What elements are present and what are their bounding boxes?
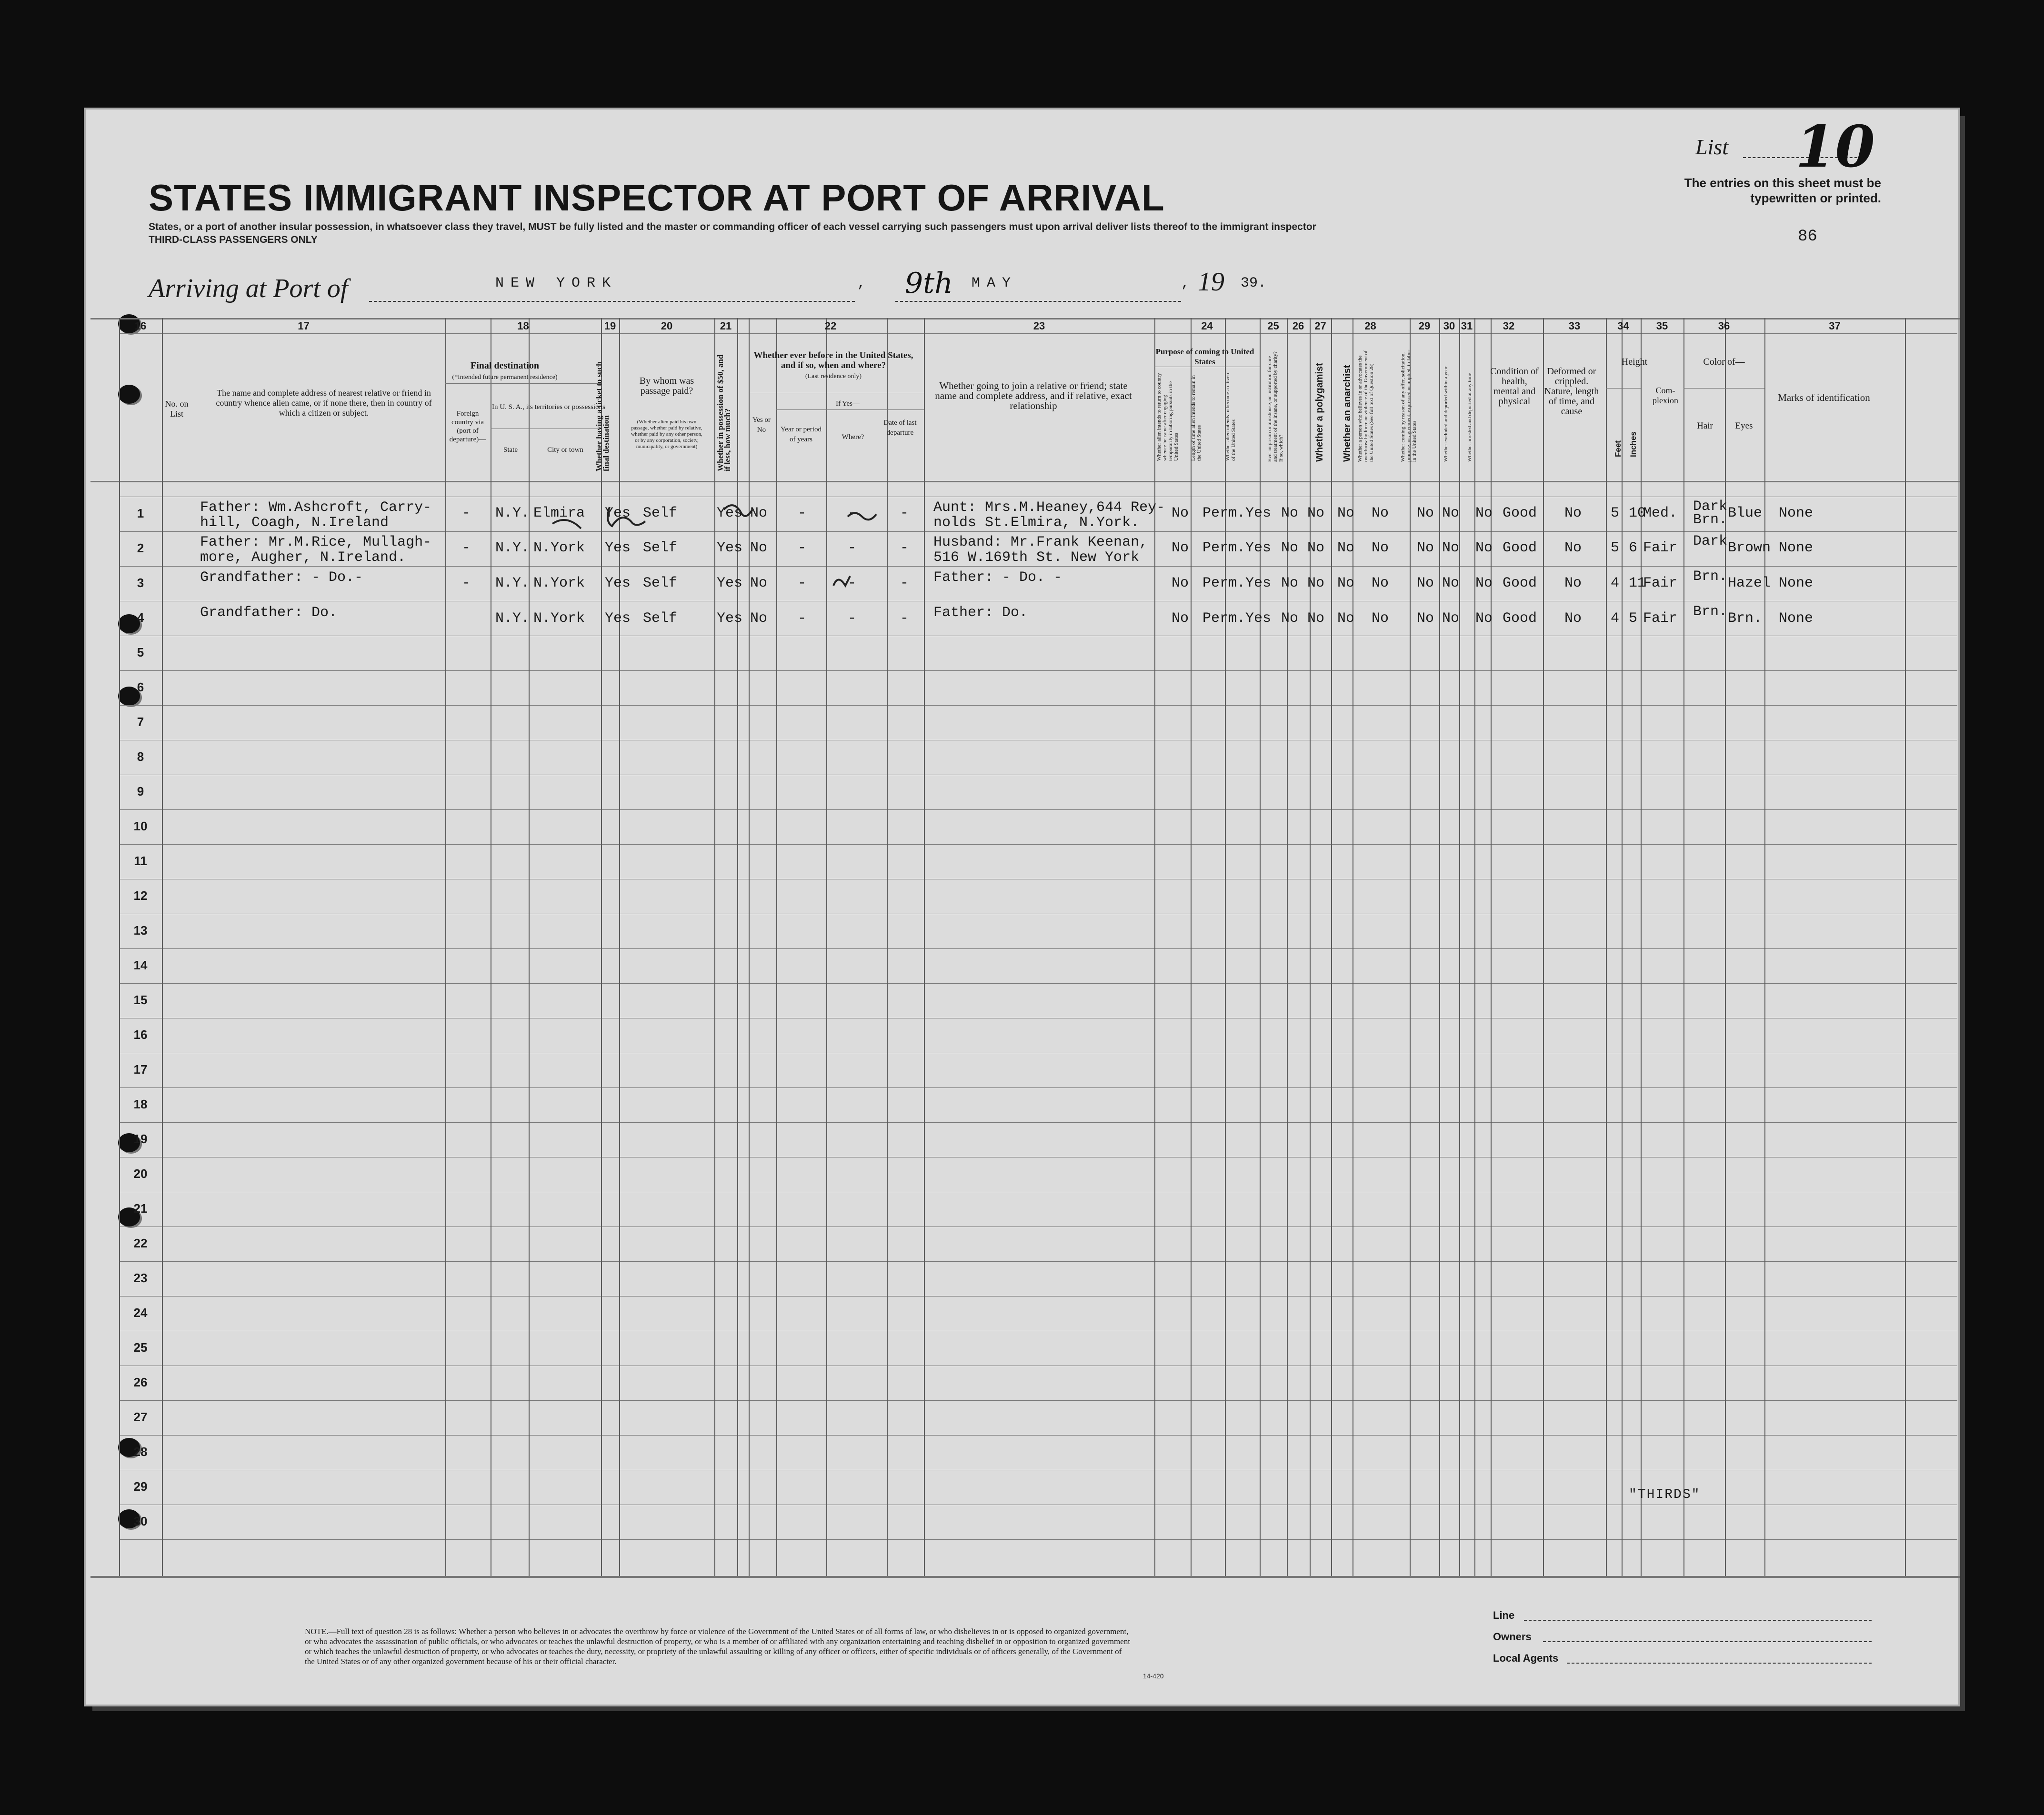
cell-complexion: Fair bbox=[1643, 540, 1678, 556]
cell-anarchist: No bbox=[1337, 610, 1355, 627]
row-number: 17 bbox=[133, 1062, 148, 1077]
cell-state: N.Y. bbox=[495, 575, 530, 591]
cell-citizen: Yes bbox=[1245, 540, 1272, 556]
row-number: 14 bbox=[133, 958, 148, 972]
cell-prison: No bbox=[1281, 505, 1299, 521]
cell-before: No bbox=[750, 575, 768, 591]
cell-where: - bbox=[848, 575, 857, 591]
subheader-rule bbox=[776, 409, 924, 410]
cell-q28: No bbox=[1372, 540, 1389, 556]
cell-years: - bbox=[798, 610, 807, 627]
cell-hair-l1: Brn. bbox=[1693, 568, 1728, 585]
cell-join-l2: nolds St.Elmira, N.York. bbox=[933, 515, 1140, 531]
cell-state: N.Y. bbox=[495, 610, 530, 627]
column-number: 27 bbox=[1314, 320, 1326, 332]
cell-polygamist: No bbox=[1307, 505, 1325, 521]
cell-marks: None bbox=[1779, 575, 1814, 591]
row-number: 24 bbox=[133, 1306, 148, 1320]
line-label: Line bbox=[1493, 1609, 1515, 1621]
cell-return: No bbox=[1172, 575, 1189, 591]
col33-header: Deformed or crippled. Nature, length of time, and cause bbox=[1544, 366, 1599, 417]
cell-citizen: Yes bbox=[1245, 575, 1272, 591]
cell-where: - bbox=[848, 540, 857, 556]
cell-anarchist: No bbox=[1337, 505, 1355, 521]
cell-polygamist: No bbox=[1307, 575, 1325, 591]
owners-underline bbox=[1543, 1641, 1872, 1642]
cell-citizen: Yes bbox=[1245, 505, 1272, 521]
subheader-rule bbox=[445, 383, 601, 384]
col31-header: Whether arrested and deported at any time bbox=[1467, 373, 1473, 462]
row-rule bbox=[119, 948, 1957, 949]
cell-length: Perm. bbox=[1202, 575, 1246, 591]
column-number: 23 bbox=[1033, 320, 1045, 332]
row-number: 7 bbox=[137, 715, 144, 729]
row-number: 6 bbox=[137, 680, 144, 694]
cell-deformed: No bbox=[1564, 540, 1582, 556]
cell-citizen: Yes bbox=[1245, 610, 1272, 627]
row-number: 18 bbox=[133, 1097, 148, 1111]
col18-state: State bbox=[503, 446, 518, 454]
row-number: 3 bbox=[137, 576, 144, 590]
cell-ticket: Yes bbox=[605, 575, 631, 591]
col17-header: The name and complete address of nearest relative or friend in country whence alien came, or if none there, then in country of which a citizen or subject. bbox=[216, 388, 432, 418]
cell-money: Yes bbox=[717, 540, 743, 556]
row-number: 13 bbox=[133, 923, 148, 937]
row-rule bbox=[119, 1261, 1957, 1262]
cell-ticket: Yes bbox=[605, 610, 631, 627]
column-number: 17 bbox=[298, 320, 310, 332]
cell-feet: 5 bbox=[1611, 505, 1620, 521]
column-number: 36 bbox=[1718, 320, 1730, 332]
cell-state: N.Y. bbox=[495, 540, 530, 556]
cell-complexion: Med. bbox=[1643, 505, 1678, 521]
col28-header: Whether a person who believes in or advocates the overthrow by force or violence of the Government of the United States (See full text of Question 28) bbox=[1357, 350, 1374, 462]
row-rule bbox=[119, 566, 1957, 567]
col18-city: City or town bbox=[547, 446, 583, 454]
cell-feet: 5 bbox=[1611, 540, 1620, 556]
row-rule bbox=[119, 1087, 1957, 1088]
cell-city: N.York bbox=[533, 610, 585, 627]
column-rule bbox=[924, 318, 925, 1576]
col22-where: Where? bbox=[842, 433, 864, 441]
row-number: 10 bbox=[133, 819, 148, 833]
cell-feet: 4 bbox=[1611, 575, 1620, 591]
cell-anarchist: No bbox=[1337, 540, 1355, 556]
column-number: 34 bbox=[1617, 320, 1629, 332]
col16-header: No. on List bbox=[165, 399, 189, 419]
col37-header: Marks of identification bbox=[1778, 392, 1870, 403]
row-number: 25 bbox=[133, 1340, 148, 1355]
list-label: List bbox=[1695, 135, 1729, 159]
question-28-note: NOTE.—Full text of question 28 is as follows: Whether a person who believes in or advocates the overthrow by force or violence of the Government of the United States or of all forms of law, or who disbelieves in or is opposed to organized government, or who advocates the assassination of public officials, or who advocates or teaches the unlawful destruction of property, or who is a member of or affiliated with any organization entertaining and teaching disbelief in or opposition to organized government or which teaches the unlawful destruction of property, or who advocates or teaches the duty, necessity, or propriety of the unlawful assaulting or killing of any officer or officers, either of specific individuals or of officers generally, of the Government of the United States or of any other organized government because of his or their official character. bbox=[305, 1627, 1131, 1666]
cell-complexion: Fair bbox=[1643, 610, 1678, 627]
cell-where: - bbox=[848, 505, 857, 521]
list-number: 10 bbox=[1795, 113, 1875, 180]
cell-prison: No bbox=[1281, 610, 1299, 627]
owners-label: Owners bbox=[1493, 1631, 1532, 1643]
cell-anarchist: No bbox=[1337, 575, 1355, 591]
column-number: 20 bbox=[661, 320, 673, 332]
col25-header: Ever in prison or almshouse, or institution for care and treatment of the insane, or supported by charity? If so, which? bbox=[1267, 351, 1284, 462]
cell-before: No bbox=[750, 540, 768, 556]
column-number: 21 bbox=[720, 320, 732, 332]
col24c-header: Whether alien intends to become a citizen of the United States bbox=[1225, 373, 1236, 461]
arrival-month: MAY bbox=[972, 275, 1018, 291]
cell-deported: No bbox=[1475, 610, 1493, 627]
col20-header: By whom was passage paid? bbox=[639, 376, 694, 396]
col27-header: Whether an anarchist bbox=[1342, 365, 1353, 462]
handwritten-marks bbox=[548, 495, 905, 628]
cell-prison: No bbox=[1281, 540, 1299, 556]
col35-header: Com-plexion bbox=[1653, 386, 1678, 405]
agents-underline bbox=[1567, 1663, 1872, 1664]
col18-foreign: Foreign country via (port of departure)— bbox=[449, 410, 486, 443]
cell-inches: 5 bbox=[1629, 610, 1638, 627]
col34-feet: Feet bbox=[1613, 440, 1623, 457]
cell-return: No bbox=[1172, 610, 1189, 627]
subheader-rule bbox=[1606, 388, 1641, 389]
manifest-sheet bbox=[86, 110, 1958, 1705]
col22-date: Date of last departure bbox=[883, 419, 917, 437]
port-name: NEW YORK bbox=[495, 275, 618, 291]
cell-offer: No bbox=[1417, 610, 1434, 627]
cell-deported: No bbox=[1475, 575, 1493, 591]
cell-q28: No bbox=[1372, 505, 1389, 521]
col34-inches: Inches bbox=[1629, 431, 1638, 457]
column-number: 35 bbox=[1656, 320, 1668, 332]
col32-header: Condition of health, mental and physical bbox=[1490, 366, 1539, 407]
cell-length: Perm. bbox=[1202, 540, 1246, 556]
col36-eyes: Eyes bbox=[1735, 421, 1753, 431]
col18-sub: (*Intended future permanent residence) bbox=[452, 374, 558, 381]
cell-years: - bbox=[798, 575, 807, 591]
row-number: 11 bbox=[134, 854, 147, 868]
cell-inches: 11 bbox=[1629, 575, 1646, 591]
cell-relative-l2: hill, Coagh, N.Ireland bbox=[200, 515, 389, 531]
column-rule bbox=[1606, 318, 1607, 1576]
local-agents-label: Local Agents bbox=[1493, 1652, 1559, 1664]
row-number: 8 bbox=[137, 749, 144, 764]
arriving-label: Arriving at Port of bbox=[149, 274, 348, 303]
row-number: 20 bbox=[133, 1167, 148, 1181]
column-rule bbox=[1459, 318, 1460, 1576]
column-rule bbox=[162, 318, 163, 1576]
col22-header: Whether ever before in the United States, and if so, when and where? bbox=[753, 350, 913, 370]
col30-header: Whether excluded and deported within a year bbox=[1443, 366, 1449, 462]
arrival-day: 9th bbox=[905, 267, 953, 300]
cell-excluded: No bbox=[1442, 610, 1460, 627]
cell-polygamist: No bbox=[1307, 610, 1325, 627]
cell-city: N.York bbox=[533, 540, 585, 556]
row-number: 1 bbox=[137, 506, 144, 520]
cell-health: Good bbox=[1503, 505, 1537, 521]
column-rule bbox=[1410, 318, 1411, 1576]
cell-offer: No bbox=[1417, 575, 1434, 591]
form-subtitle: States, or a port of another insular possession, in whatsoever class they travel, MUST be fully listed and the master or commanding officer of each vessel carrying such passengers must upon arrival deliver lists thereof to the immigrant inspector bbox=[149, 221, 1316, 232]
cell-marks: None bbox=[1779, 610, 1814, 627]
row-number: 27 bbox=[133, 1410, 148, 1424]
year-prefix: 19 bbox=[1198, 267, 1224, 297]
column-number: 18 bbox=[517, 320, 529, 332]
col22-sub: (Last residence only) bbox=[805, 373, 862, 380]
row-number: 30 bbox=[133, 1514, 148, 1528]
column-rule bbox=[1683, 318, 1684, 1576]
port-underline bbox=[369, 301, 855, 302]
date-underline bbox=[895, 301, 1181, 302]
class-line: THIRD-CLASS PASSENGERS ONLY bbox=[149, 234, 318, 245]
cell-inches: 10 bbox=[1629, 505, 1646, 521]
column-number: 22 bbox=[824, 320, 837, 332]
cell-paid-by: Self bbox=[643, 575, 678, 591]
cell-paid-by: Self bbox=[643, 610, 678, 627]
cell-years: - bbox=[798, 540, 807, 556]
cell-eyes: Brn. bbox=[1728, 610, 1763, 627]
cell-before: No bbox=[750, 505, 768, 521]
column-number: 19 bbox=[604, 320, 616, 332]
cell-offer: No bbox=[1417, 540, 1434, 556]
row-rule bbox=[119, 1400, 1957, 1401]
cell-join-l2: 516 W.169th St. New York bbox=[933, 549, 1140, 566]
col36-header: Color of— bbox=[1703, 357, 1745, 367]
row-rule bbox=[119, 1122, 1957, 1123]
cell-where: - bbox=[848, 610, 857, 627]
cell-hair-l2: Brn. bbox=[1693, 512, 1728, 528]
row-number: 15 bbox=[133, 993, 148, 1007]
cell-before: No bbox=[750, 610, 768, 627]
cell-excluded: No bbox=[1442, 540, 1460, 556]
cell-date: - bbox=[900, 540, 909, 556]
column-number: 24 bbox=[1201, 320, 1213, 332]
cell-return: No bbox=[1172, 540, 1189, 556]
column-number: 28 bbox=[1364, 320, 1376, 332]
cell-relative-l2: more, Augher, N.Ireland. bbox=[200, 549, 406, 566]
cell-eyes: Blue bbox=[1728, 505, 1763, 521]
cell-complexion: Fair bbox=[1643, 575, 1678, 591]
column-number: 29 bbox=[1418, 320, 1431, 332]
cell-ticket: Yes bbox=[605, 505, 631, 521]
row-rule bbox=[119, 1435, 1957, 1436]
form-title: STATES IMMIGRANT INSPECTOR AT PORT OF ARRIVAL bbox=[149, 177, 1165, 219]
cell-deformed: No bbox=[1564, 610, 1582, 627]
column-number: 37 bbox=[1829, 320, 1841, 332]
col18-header: Final destination bbox=[471, 360, 539, 371]
cell-deformed: No bbox=[1564, 575, 1582, 591]
year-suffix: 39. bbox=[1241, 275, 1267, 291]
col23-header: Whether going to join a relative or friend; state name and complete address, and if relative, exact relationship bbox=[935, 380, 1132, 411]
cell-money: Yes bbox=[717, 610, 743, 627]
col24-header: Purpose of coming to United States bbox=[1155, 347, 1254, 366]
page-number: 86 bbox=[1798, 228, 1817, 246]
cell-state: N.Y. bbox=[495, 505, 530, 521]
cell-length: Perm. bbox=[1202, 610, 1246, 627]
cell-q28: No bbox=[1372, 610, 1389, 627]
table-bottom-rule bbox=[90, 1576, 1960, 1578]
row-rule bbox=[119, 705, 1957, 706]
row-number: 29 bbox=[133, 1479, 148, 1494]
column-rule bbox=[1543, 318, 1544, 1576]
class-stamp: "THIRDS" bbox=[1629, 1487, 1701, 1502]
row-rule bbox=[119, 809, 1957, 810]
row-rule bbox=[119, 844, 1957, 845]
cell-money: Yes bbox=[717, 575, 743, 591]
row-number: 21 bbox=[133, 1201, 148, 1216]
cell-inches: 6 bbox=[1629, 540, 1638, 556]
column-number: 26 bbox=[1292, 320, 1304, 332]
cell-deformed: No bbox=[1564, 505, 1582, 521]
cell-deported: No bbox=[1475, 540, 1493, 556]
cell-paid-by: Self bbox=[643, 505, 678, 521]
cell-polygamist: No bbox=[1307, 540, 1325, 556]
row-number: 12 bbox=[133, 888, 148, 903]
cell-eyes: Brown bbox=[1728, 540, 1771, 556]
column-number-rule bbox=[119, 333, 1957, 334]
cell-relative-l1: Father: Mr.M.Rice, Mullagh- bbox=[200, 534, 432, 550]
cell-join-l1: Husband: Mr.Frank Keenan, bbox=[933, 534, 1148, 550]
cell-money: Yes bbox=[717, 505, 743, 521]
col22-years: Year or period of years bbox=[781, 426, 822, 443]
typewritten-note: The entries on this sheet must be typewritten or printed. bbox=[1684, 176, 1881, 205]
header-bottom-rule bbox=[90, 481, 1960, 482]
cell-foreign: - bbox=[462, 540, 471, 556]
row-rule bbox=[119, 531, 1957, 532]
row-number: 2 bbox=[137, 541, 144, 555]
column-number: 25 bbox=[1267, 320, 1279, 332]
punch-hole bbox=[118, 385, 140, 404]
row-number: 22 bbox=[133, 1236, 148, 1250]
col21-header: Whether in possession of $50, and if less, how much? bbox=[716, 354, 732, 471]
col24b-header: Length of time alien intends to remain in the United States bbox=[1191, 375, 1202, 461]
row-number: 4 bbox=[137, 610, 144, 625]
column-number: 33 bbox=[1568, 320, 1581, 332]
table-top-rule bbox=[90, 318, 1960, 319]
row-number: 19 bbox=[133, 1132, 148, 1146]
cell-foreign: - bbox=[462, 575, 471, 591]
col24a-header: Whether alien intends to return to country whence he came after engaging temporarily in laboring pursuits in the United States bbox=[1156, 373, 1179, 461]
row-number: 28 bbox=[133, 1445, 148, 1459]
cell-excluded: No bbox=[1442, 575, 1460, 591]
col20-sub: (Whether alien paid his own passage, whether paid by relative, whether paid by any other person, or by any corporation, society, municipality, or government) bbox=[631, 419, 702, 449]
cell-relative-l1: Grandfather: Do. bbox=[200, 605, 338, 621]
cell-length: Perm. bbox=[1202, 505, 1246, 521]
column-rule bbox=[1905, 318, 1906, 1576]
cell-offer: No bbox=[1417, 505, 1434, 521]
row-number: 5 bbox=[137, 645, 144, 659]
cell-health: Good bbox=[1503, 575, 1537, 591]
cell-hair-l1: Dark bbox=[1693, 533, 1728, 549]
row-number: 26 bbox=[133, 1375, 148, 1389]
col29-header: Whether coming by reason of any offer, solicitation, promise, or agreement, expressed or implied, to labor in the United States bbox=[1400, 349, 1417, 462]
row-rule bbox=[119, 983, 1957, 984]
cell-hair-l1: Brn. bbox=[1693, 604, 1728, 620]
cell-marks: None bbox=[1779, 540, 1814, 556]
col22-yesno: Yes or No bbox=[752, 416, 771, 434]
cell-paid-by: Self bbox=[643, 540, 678, 556]
row-number: 23 bbox=[133, 1271, 148, 1285]
column-rule bbox=[445, 318, 446, 1576]
cell-health: Good bbox=[1503, 610, 1537, 627]
cell-foreign: - bbox=[462, 505, 471, 521]
column-rule bbox=[119, 318, 120, 1576]
column-number: 16 bbox=[134, 320, 147, 332]
cell-q28: No bbox=[1372, 575, 1389, 591]
row-number: 16 bbox=[133, 1027, 148, 1042]
cell-deported: No bbox=[1475, 505, 1493, 521]
col34-header: Height bbox=[1621, 357, 1648, 367]
cell-date: - bbox=[900, 575, 909, 591]
column-number: 30 bbox=[1443, 320, 1455, 332]
cell-date: - bbox=[900, 610, 909, 627]
col19-header: Whether having a ticket to such final destination bbox=[594, 361, 611, 471]
cell-marks: None bbox=[1779, 505, 1814, 521]
cell-return: No bbox=[1172, 505, 1189, 521]
column-rule bbox=[1764, 318, 1765, 1576]
subheader-rule bbox=[1683, 388, 1764, 389]
line-underline bbox=[1524, 1620, 1872, 1621]
row-rule bbox=[119, 670, 1957, 671]
col26-header: Whether a polygamist bbox=[1314, 363, 1325, 462]
column-rule bbox=[1191, 318, 1192, 1576]
column-rule bbox=[1622, 318, 1623, 1576]
cell-ticket: Yes bbox=[605, 540, 631, 556]
cell-city: N.York bbox=[533, 575, 585, 591]
col22-ifyes: If Yes— bbox=[835, 400, 860, 408]
cell-join-l1: Father: Do. bbox=[933, 605, 1028, 621]
column-number: 31 bbox=[1461, 320, 1473, 332]
cell-prison: No bbox=[1281, 575, 1299, 591]
cell-join-l1: Father: - Do. - bbox=[933, 569, 1062, 586]
cell-city: Elmira bbox=[533, 505, 585, 521]
cell-excluded: No bbox=[1442, 505, 1460, 521]
cell-health: Good bbox=[1503, 540, 1537, 556]
footer-form-number: 14-420 bbox=[1143, 1672, 1164, 1680]
column-rule bbox=[1439, 318, 1440, 1576]
cell-eyes: Hazel bbox=[1728, 575, 1771, 591]
cell-date: - bbox=[900, 505, 909, 521]
column-number: 32 bbox=[1503, 320, 1515, 332]
cell-years: - bbox=[798, 505, 807, 521]
cell-feet: 4 bbox=[1611, 610, 1620, 627]
cell-relative-l1: Grandfather: - Do.- bbox=[200, 569, 363, 586]
cell-join-l1: Aunt: Mrs.M.Heaney,644 Rey- bbox=[933, 499, 1165, 516]
col18-usa: In U. S. A., its territories or possessions bbox=[492, 403, 605, 411]
row-rule bbox=[119, 1539, 1957, 1540]
col36-hair: Hair bbox=[1697, 421, 1713, 431]
column-rule bbox=[1331, 318, 1332, 1576]
cell-relative-l1: Father: Wm.Ashcroft, Carry- bbox=[200, 499, 432, 516]
row-number: 9 bbox=[137, 784, 144, 798]
cell-hair-l1: Dark bbox=[1693, 499, 1728, 515]
